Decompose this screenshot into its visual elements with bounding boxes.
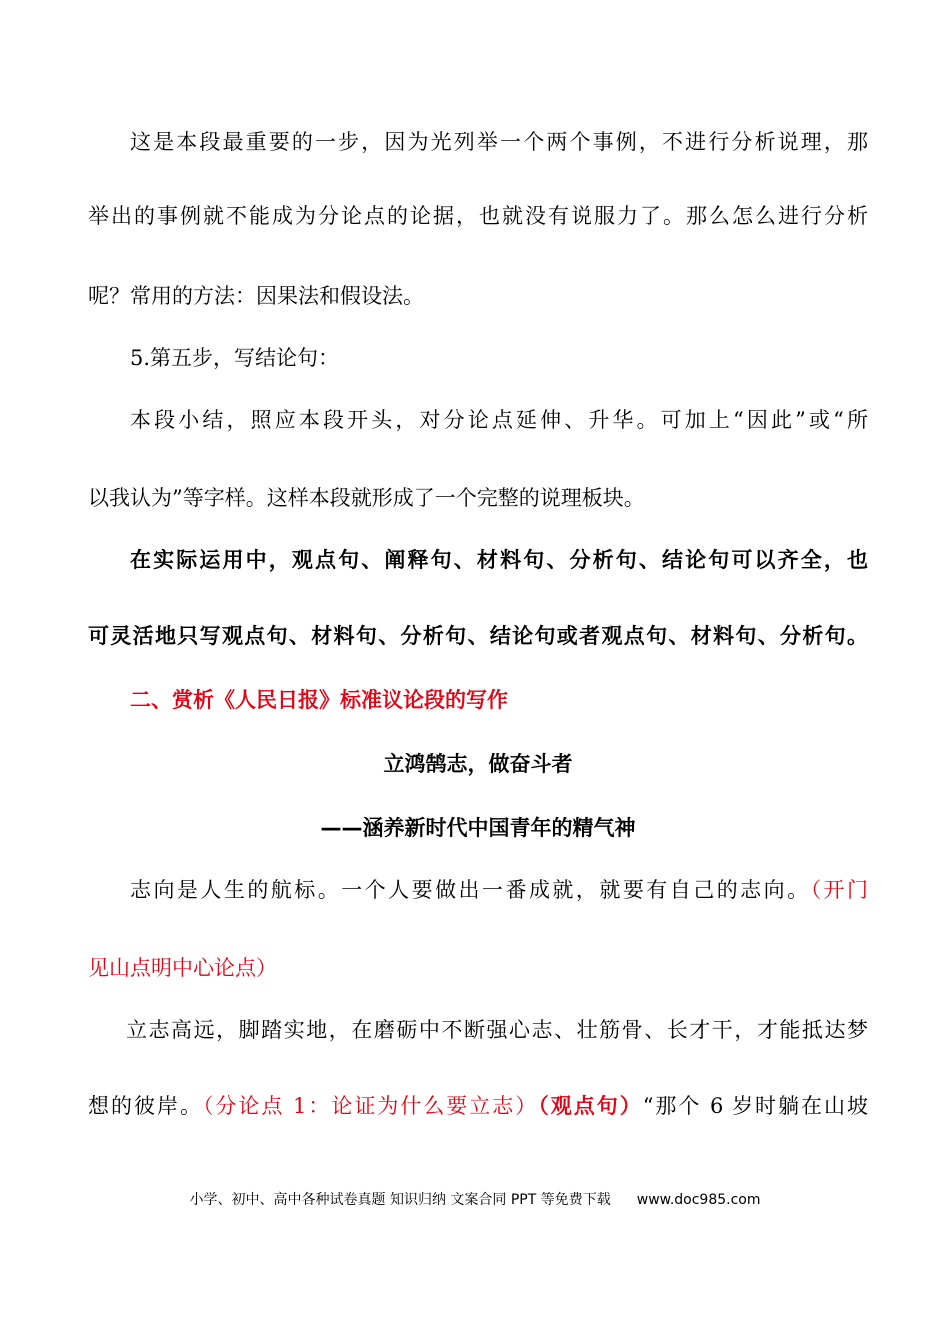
section-2-heading: 二、赏析《人民日报》标准议论段的写作 xyxy=(130,688,508,712)
article-annotation-thesis-b: 见山点明中心论点） xyxy=(88,956,277,980)
article-paragraph-2-text: 想的彼岸。 xyxy=(88,1094,203,1118)
article-paragraph-2-tail: “那个 6 岁时躺在山坡 xyxy=(642,1094,868,1118)
article-paragraph-2-line-2 xyxy=(88,1090,868,1122)
article-paragraph-1-line-1 xyxy=(130,874,868,906)
article-annotation-thesis-a: （开门 xyxy=(810,878,868,902)
article-subtitle: ——涵养新时代中国青年的精气神 xyxy=(320,816,636,840)
article-paragraph-1-text: 志向是人生的航标。一个人要做出一番成就，就要有自己的志向。 xyxy=(130,878,811,902)
article-annotation-subpoint-1: （分论点 1：论证为什么要立志） xyxy=(202,1094,539,1118)
paragraph-1-line-1: 这是本段最重要的一步，因为光列举一个两个事例，不进行分析说理，那 xyxy=(130,130,868,154)
paragraph-1-line-2: 举出的事例就不能成为分论点的论据，也就没有说服力了。那么怎么进行分析 xyxy=(88,204,868,228)
article-title: 立鸿鹄志，做奋斗者 xyxy=(383,752,573,776)
step-5-heading: 5.第五步，写结论句： xyxy=(130,346,340,370)
footer-url[interactable]: www.doc985.com xyxy=(636,1192,761,1208)
footer-text: 小学、初中、高中各种试卷真题 知识归纳 文案合同 PPT 等免费下载 xyxy=(189,1192,611,1208)
page-footer xyxy=(0,1190,950,1210)
article-paragraph-2-line-1: 立志高远，脚踏实地，在磨砺中不断强心志、壮筋骨、长才干，才能抵达梦 xyxy=(126,1018,868,1042)
bold-paragraph-line-2: 可灵活地只写观点句、材料句、分析句、结论句或者观点句、材料句、分析句。 xyxy=(88,624,868,648)
paragraph-2-line-1: 本段小结，照应本段开头，对分论点延伸、升华。可加上“因此”或“所 xyxy=(130,408,868,432)
paragraph-1-line-3: 呢？常用的方法：因果法和假设法。 xyxy=(88,284,424,308)
article-annotation-viewpoint: （观点句） xyxy=(538,1094,643,1118)
paragraph-2-line-2: 以我认为”等字样。这样本段就形成了一个完整的说理板块。 xyxy=(88,486,645,510)
bold-paragraph-line-1: 在实际运用中，观点句、阐释句、材料句、分析句、结论句可以齐全，也 xyxy=(130,548,868,572)
